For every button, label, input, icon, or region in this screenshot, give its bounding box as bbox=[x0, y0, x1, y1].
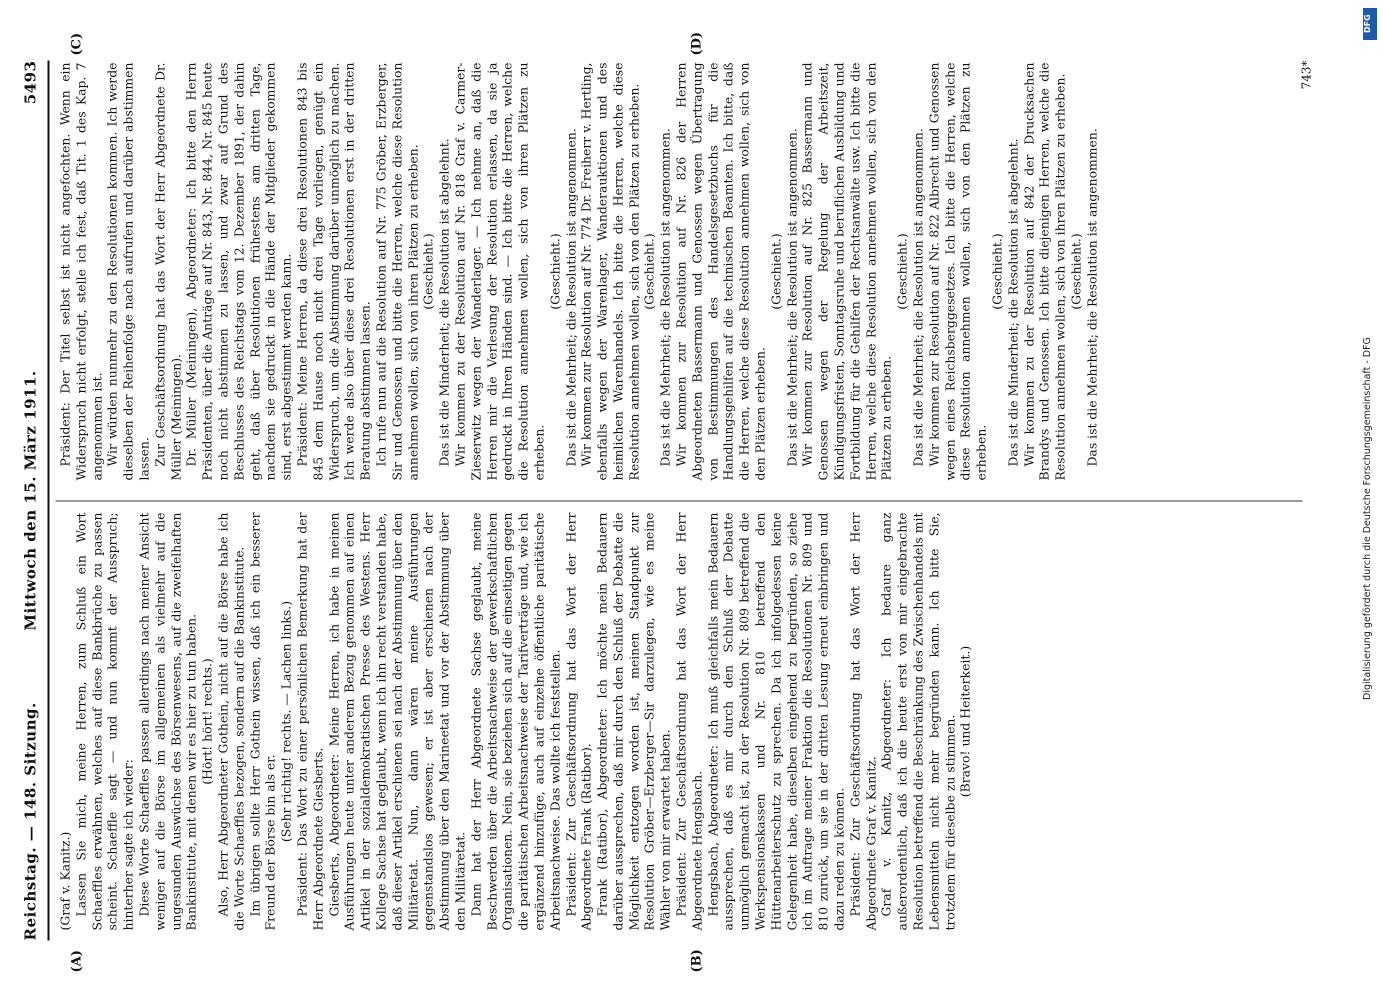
paragraph: (Geschieht.) bbox=[768, 233, 784, 310]
paragraph: Präsident: Zur Geschäftsordnung hat das Wort der Herr Abgeordnete Frank (Ratibor). bbox=[563, 512, 594, 931]
paragraph: Dann hat der Herr Abgeordnete Sachse geglaubt, meine Beschwerden über die Arbeitsnachweise der gewerkschaftlichen Organisationen. Nein, sie beziehen sich auf die einseitigen gegen die paritätischen Arbeitsnachweise der Tarifverträge und, wie ich ergänzend hinzufüge, auch auf einzelne öffentliche paritätische Arbeitsnachweise. Das wollte ich feststellen. bbox=[468, 512, 563, 931]
paragraph: Graf v. Kanitz, Abgeordneter: Ich bedaure ganz außerordentlich, daß ich die heute erst von mir eingebrachte Resolution betreffend die Beschränkung des Zwischenhandels mit Lebensmitteln nicht mehr begründen kann. Ich bitte Sie, trotzdem für dieselbe zu stimmen. bbox=[878, 512, 958, 931]
paragraph: Dr. Müller (Meiningen), Abgeordneter: Ich bitte den Herrn Präsidenten, über die Anträge auf Nr. 843, Nr. 844, Nr. 845 heute noch nicht abstimmen zu lassen, und zwar auf Grund des Beschlusses des Reichstags vom 12. Dezember 1891, der dahin geht, daß über Resolutionen frühestens am dritten Tage, nachdem sie gedruckt in die Hände der Mitglieder gekommen sind, erst abgestimmt werden kann. bbox=[183, 62, 294, 481]
paragraph: Diese Worte Schaeffles passen allerdings nach meiner Ansicht weniger auf die Börse im allgemeinen als vielmehr auf die ungesunden Auswüchse des Börsenwesens, auf die zweifelhaften Bankinstitute, mit denen wir es hier zu tun haben. bbox=[136, 512, 199, 931]
document-page bbox=[0, 1, 1383, 1001]
paragraph: Wir kommen zur Resolution auf Nr. 826 der Herren Abgeordneten Bassermann und Genossen wegen Übertragung von Bestimmungen des Handelsgesetzbuchs für die Handlungsgehilfen auf die technischen Beamten. Ich bitte, daß die Herren, welche diese Resolution annehmen wollen, sich von den Plätzen erheben. bbox=[673, 62, 768, 481]
paragraph: Wir kommen zur Resolution auf Nr. 825 Bassermann und Genossen wegen der Regelung der Arbeitszeit, Kündigungsfristen, Sonntagsruhe und beruflichen Ausbildung und Fortbildung für die Gehilfen der Rechtsanwälte usw. Ich bitte die Herren, welche diese Resolution annehmen wollen, sich von den Plätzen zu erheben. bbox=[799, 62, 894, 481]
paragraph: Frank (Ratibor), Abgeordneter: Ich möchte mein Bedauern darüber aussprechen, daß mir durch den Schluß der Debatte die Möglichkeit entzogen worden ist, meinen Standpunkt zur Resolution Gröber—Erzberger—Sir darzulegen, wie es meine Wähler von mir erwartet haben. bbox=[594, 512, 673, 931]
margin-marker-b: (B) bbox=[689, 949, 705, 973]
paragraph: Wir würden nunmehr zu den Resolutionen kommen. Ich werde dieselben der Reihenfolge nach aufrufen und darüber abstimmen lassen. bbox=[104, 62, 152, 481]
margin-marker-a: (A) bbox=[69, 950, 85, 973]
paragraph: Das ist die Mehrheit; die Resolution ist angenommen. bbox=[910, 128, 926, 467]
header-left: Reichstag. — 148. Sitzung. bbox=[21, 702, 40, 941]
paragraph: Giesberts, Abgeordneter: Meine Herren, ich habe in meinen Ausführungen heute unter anderem Bezug genommen auf einen Artikel in der sozialdemokratischen Presse des Westens. Herr Kollege Sachse hat geglaubt, wenn ich ihn recht verstanden habe, daß dieser Artikel erschienen sei nach der Abstimmung über den Militäretat. Nun, dann wären meine Ausführungen gegenstandslos gewesen; er ist aber erschienen nach der Abstimmung über den Marineetat und vor der Abstimmung über den Militäretat. bbox=[326, 512, 468, 931]
paragraph: Zur Geschäftsordnung hat das Wort der Herr Abgeordnete Dr. Müller (Meiningen). bbox=[152, 62, 184, 481]
paragraph: Präsident: Meine Herren, da diese drei Resolutionen 843 bis 845 dem Hause noch nicht drei Tage vorliegen, genügt ein Widerspruch, um die Abstimmung darüber unmöglich zu machen. Ich werde also über diese drei Resolutionen erst in der dritten Beratung abstimmen lassen. bbox=[294, 62, 373, 481]
paragraph: Präsident: Zur Geschäftsordnung hat das Wort der Herr Abgeordnete Graf v. Kanitz. bbox=[847, 512, 879, 931]
paragraph: Das ist die Mehrheit; die Resolution ist angenommen. bbox=[784, 128, 800, 467]
left-column bbox=[58, 513, 974, 931]
digitization-credit-text: Digitalisierung gefördert durch die Deutsche Forschungsgemeinschaft - DFG bbox=[1362, 337, 1373, 700]
paragraph: Präsident: Das Wort zu einer persönlichen Bemerkung hat der Herr Abgeordnete Giesberts. bbox=[294, 512, 326, 931]
sheet-signature: 743* bbox=[1299, 60, 1314, 90]
page-number: 5493 bbox=[21, 60, 40, 105]
paragraph: Das ist die Minderheit; die Resolution ist abgelehnt. bbox=[1005, 138, 1021, 467]
paragraph: Wir kommen zu der Resolution auf Nr. 818 Graf v. Carmer-Zieserwitz wegen der Wanderlager. — Ich nehme an, daß die Herren mir die Verlesung der Resolution erlassen, da sie ja gedruckt in Ihren Händen sind. — Ich bitte die Herren, welche die Resolution annehmen wollen, sich von ihren Plätzen zu erheben. bbox=[452, 62, 547, 481]
paragraph: (Hört! hört! rechts.) bbox=[199, 658, 215, 785]
right-column bbox=[58, 63, 1101, 481]
paragraph: Wir kommen zur Resolution auf Nr. 822 Albrecht und Genossen wegen eines Reichsberggesetzes. Ich bitte die Herren, welche diese Resolution annehmen wollen, sich von den Plätzen zu erheben. bbox=[926, 62, 989, 481]
paragraph: Hengsbach, Abgeordneter: Ich muß gleichfalls mein Bedauern aussprechen, daß es mir durch den Schluß der Debatte unmöglich gemacht ist, zu der Resolution Nr. 809 betreffend die Werkspensionskassen und Nr. 810 betreffend den Hüttenarbeiterschutz zu sprechen. Da ich infolgedessen keine Gelegenheit habe, dieselben eingehend zu begründen, so ziehe ich im Auftrage meiner Fraktion die Resolutionen Nr. 809 und 810 zurück, um sie in der dritten Lesung erneut einbringen und dazu reden zu können. bbox=[705, 512, 847, 931]
paragraph: (Geschieht.) bbox=[989, 233, 1005, 310]
paragraph: (Geschieht.) bbox=[547, 233, 563, 310]
paragraph: Das ist die Mehrheit; die Resolution ist angenommen. bbox=[657, 128, 673, 467]
paragraph: Das ist die Mehrheit; die Resolution ist angenommen. bbox=[563, 128, 578, 467]
paragraph: Präsident: Der Titel selbst ist nicht angefochten. Wenn ein Widerspruch nicht erfolgt, stelle ich fest, daß Tit. 1 des Kap. 7 angenommen ist. bbox=[57, 62, 105, 481]
paragraph: (Bravo! und Heiterkeit.) bbox=[957, 645, 973, 798]
digitization-credit bbox=[1359, 10, 1379, 700]
margin-marker-d: (D) bbox=[689, 31, 705, 56]
paragraph: Das ist die Minderheit; die Resolution ist abgelehnt. bbox=[436, 138, 452, 467]
paragraph: Präsident: Zur Geschäftsordnung hat das Wort der Herr Abgeordnete Hengsbach. bbox=[673, 512, 705, 931]
header-rule bbox=[48, 61, 50, 941]
paragraph: (Graf v. Kanitz.) bbox=[57, 831, 73, 931]
paragraph: Wir kommen zu der Resolution auf 842 der Drucksachen Brandys und Genossen. Ich bitte diejenigen Herren, welche die Resolution annehmen wollen, sich von ihren Plätzen zu erheben. bbox=[1021, 62, 1068, 481]
page-header bbox=[22, 61, 46, 941]
paragraph: (Geschieht.) bbox=[420, 233, 436, 310]
paragraph: Also, Herr Abgeordneter Gothein, nicht auf die Börse habe ich die Worte Schaeffles bezogen, sondern auf die Bankinstitute. bbox=[215, 512, 247, 931]
paragraph: (Geschieht.) bbox=[641, 233, 657, 310]
paragraph: (Geschieht.) bbox=[894, 233, 910, 310]
paragraph: Wir kommen zur Resolution auf Nr. 774 Dr. Freiherr v. Hertling, ebenfalls wegen der Warenlager, Wanderauktionen und des heimlichen Warenhandels. Ich bitte die Herren, welche diese Resolution annehmen wollen, sich von den Plätzen zu erheben. bbox=[578, 62, 642, 481]
paragraph: Ich rufe nun auf die Resolution auf Nr. 775 Gröber, Erzberger, Sir und Genossen und bitte die Herren, welche diese Resolution annehmen wollen, sich von ihren Plätzen zu erheben. bbox=[373, 62, 421, 481]
paragraph: (Geschieht.) bbox=[1068, 233, 1084, 310]
dfg-logo: DFG bbox=[1363, 8, 1377, 40]
paragraph: (Sehr richtig! rechts. — Lachen links.) bbox=[278, 600, 294, 843]
header-date: Mittwoch den 15. März 1911. bbox=[21, 370, 40, 631]
paragraph: Im übrigen sollte Herr Gothein wissen, daß ich ein besserer Freund der Börse bin als er. bbox=[247, 512, 278, 931]
paragraph: Das ist die Mehrheit; die Resolution ist angenommen. bbox=[1084, 128, 1100, 467]
column-divider bbox=[56, 501, 1303, 502]
paragraph: Lassen Sie mich, meine Herren, zum Schluß ein Wort Schaeffles erwähnen, welches auf diese Bankbrüche zu passen scheint. Schaeffle sagt — und nun kommt der Ausspruch; hinterher sagte ich wieder: bbox=[73, 512, 136, 931]
margin-marker-c: (C) bbox=[69, 32, 85, 56]
